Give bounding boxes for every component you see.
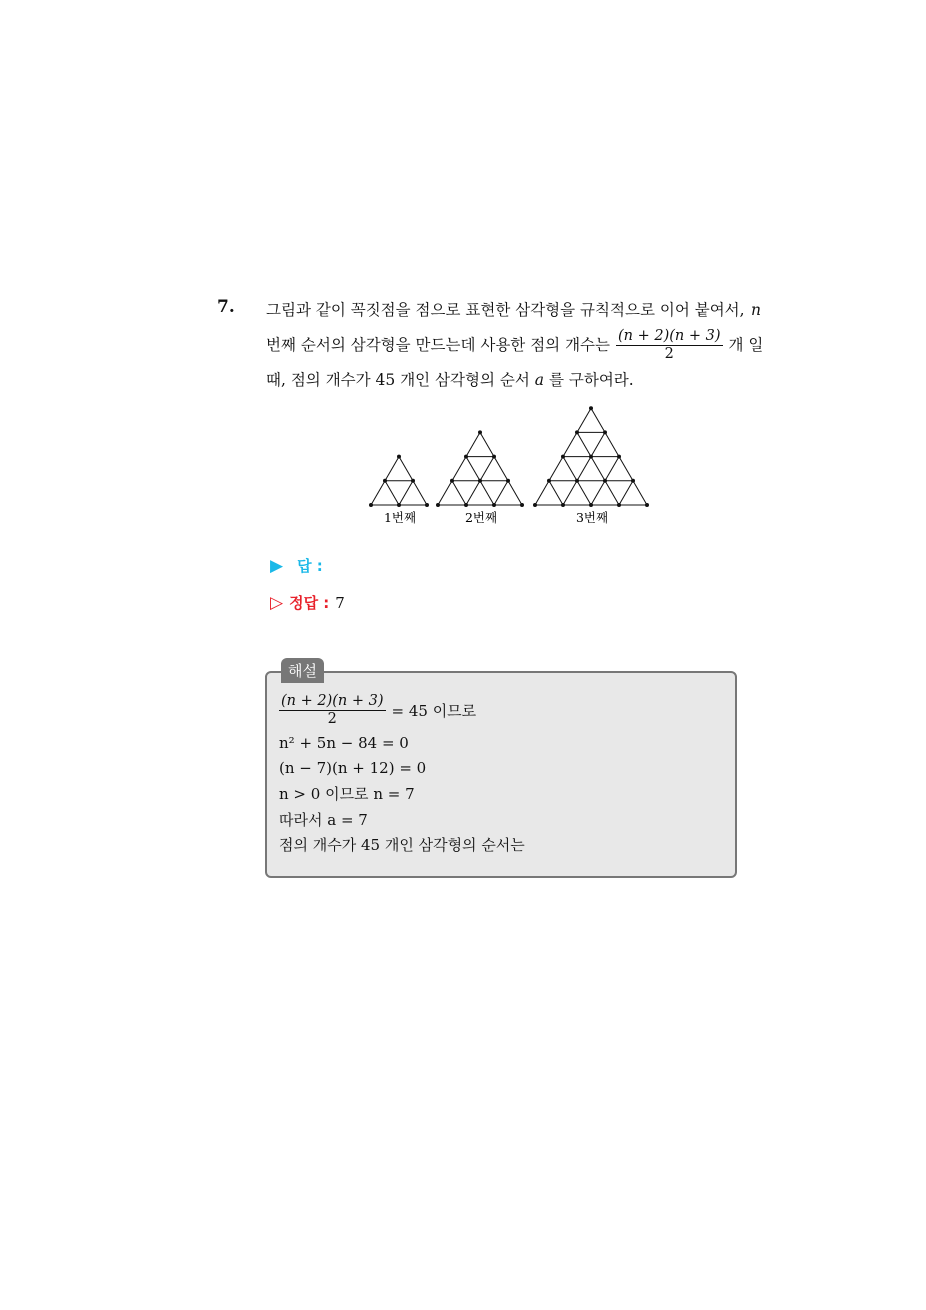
- figure-label-1: 1번째: [383, 510, 417, 525]
- question-number: 7.: [217, 297, 235, 317]
- vertex-dot: [589, 455, 593, 459]
- triangle-edge: [466, 481, 480, 505]
- triangle-edge: [577, 481, 591, 505]
- triangle-figure: [365, 405, 665, 530]
- triangle-edge: [577, 408, 591, 432]
- correct-answer-value: 7: [335, 593, 345, 612]
- vertex-dot: [645, 503, 649, 507]
- vertex-dot: [589, 406, 593, 410]
- solution-line-2: n² + 5n − 84 = 0: [279, 733, 409, 752]
- triangle-edge: [563, 481, 577, 505]
- vertex-dot: [617, 455, 621, 459]
- vertex-dot: [425, 503, 429, 507]
- triangle-edge: [438, 481, 452, 505]
- solution-content: [279, 690, 525, 858]
- triangle-edge: [413, 481, 427, 505]
- formula-numerator: (n + 2)(n + 3): [618, 328, 721, 344]
- vertex-dot: [603, 479, 607, 483]
- solution-line-1: $\frac{(n + 2)(n + 3)}{2}$ = 45 이므로: [281, 692, 477, 727]
- triangle-3: [533, 406, 649, 507]
- vertex-dot: [575, 479, 579, 483]
- figure-label-2: 2번째: [464, 510, 498, 525]
- solution-line-4: n > 0 이므로 n = 7: [279, 785, 415, 804]
- triangle-2: [436, 430, 524, 507]
- vertex-dot: [561, 455, 565, 459]
- triangle-edge: [452, 481, 466, 505]
- triangle-edge: [605, 457, 619, 481]
- triangle-edge: [605, 432, 619, 456]
- triangle-edge: [591, 481, 605, 505]
- solution-tag: 해설: [281, 658, 324, 683]
- vertex-dot: [603, 430, 607, 434]
- triangle-edge: [385, 457, 399, 481]
- triangle-edge: [591, 432, 605, 456]
- triangle-edge: [591, 457, 605, 481]
- triangle-edge: [494, 481, 508, 505]
- triangle-edge: [466, 432, 480, 456]
- vertex-dot: [411, 479, 415, 483]
- triangle-edge: [591, 408, 605, 432]
- vertex-dot: [478, 430, 482, 434]
- solution-line-6: 점의 개수가 45 개인 삼각형의 순서는: [279, 836, 525, 855]
- question-text: [266, 293, 764, 398]
- triangle-edge: [466, 457, 480, 481]
- vertex-dot: [492, 455, 496, 459]
- triangle-edge: [633, 481, 647, 505]
- triangle-edge: [480, 432, 494, 456]
- vertex-dot: [397, 455, 401, 459]
- triangle-edge: [549, 457, 563, 481]
- vertex-dot: [450, 479, 454, 483]
- vertex-dot: [617, 503, 621, 507]
- vertex-dot: [464, 455, 468, 459]
- formula-denominator: 2: [664, 346, 674, 362]
- vertex-dot: [561, 503, 565, 507]
- answer-label: 답 :: [297, 557, 323, 575]
- vertex-dot: [533, 503, 537, 507]
- triangle-edge: [535, 481, 549, 505]
- triangle-edge: [399, 457, 413, 481]
- triangle-edge: [399, 481, 413, 505]
- triangle-edge: [563, 432, 577, 456]
- vertex-dot: [478, 479, 482, 483]
- vertex-dot: [369, 503, 373, 507]
- answer-row: [270, 555, 323, 576]
- vertex-dot: [575, 430, 579, 434]
- correct-answer-row: [270, 592, 345, 613]
- correct-answer-label: 정답 :: [289, 594, 330, 612]
- question-line-2: 번째 순서의 삼각형을 만드는데 사용한 점의 개수는 $\frac{(n + 2)(n + 3)}{2}$ 개 일: [266, 328, 764, 362]
- triangle-edge: [480, 481, 494, 505]
- vertex-dot: [506, 479, 510, 483]
- triangle-edge: [619, 457, 633, 481]
- play-icon: ▶: [270, 555, 284, 576]
- triangle-edge: [480, 457, 494, 481]
- triangle-edge: [549, 481, 563, 505]
- triangle-1: [369, 455, 429, 507]
- question-line-3: 때, 점의 개수가 45 개인 삼각형의 순서 a 를 구하여라.: [266, 371, 634, 389]
- triangle-edge: [508, 481, 522, 505]
- triangle-edge: [605, 481, 619, 505]
- triangle-edge: [563, 457, 577, 481]
- vertex-dot: [436, 503, 440, 507]
- vertex-dot: [547, 479, 551, 483]
- vertex-dot: [383, 479, 387, 483]
- figure-label-3: 3번째: [575, 510, 609, 525]
- vertex-dot: [492, 503, 496, 507]
- vertex-dot: [589, 503, 593, 507]
- triangle-edge: [619, 481, 633, 505]
- solution-line-3: (n − 7)(n + 12) = 0: [279, 759, 427, 778]
- vertex-dot: [464, 503, 468, 507]
- vertex-dot: [397, 503, 401, 507]
- triangle-edge: [577, 457, 591, 481]
- triangle-edge: [385, 481, 399, 505]
- vertex-dot: [631, 479, 635, 483]
- triangle-edge: [371, 481, 385, 505]
- formula-fraction: [616, 328, 723, 363]
- triangle-edge: [494, 457, 508, 481]
- vertex-dot: [520, 503, 524, 507]
- triangle-edge: [452, 457, 466, 481]
- solution-line-5: 따라서 a = 7: [279, 810, 368, 829]
- question-line-1: 그림과 같이 꼭짓점을 점으로 표현한 삼각형을 규칙적으로 이어 붙여서, n: [266, 301, 761, 319]
- triangle-edge: [577, 432, 591, 456]
- play-outline-icon: ▷: [270, 592, 284, 613]
